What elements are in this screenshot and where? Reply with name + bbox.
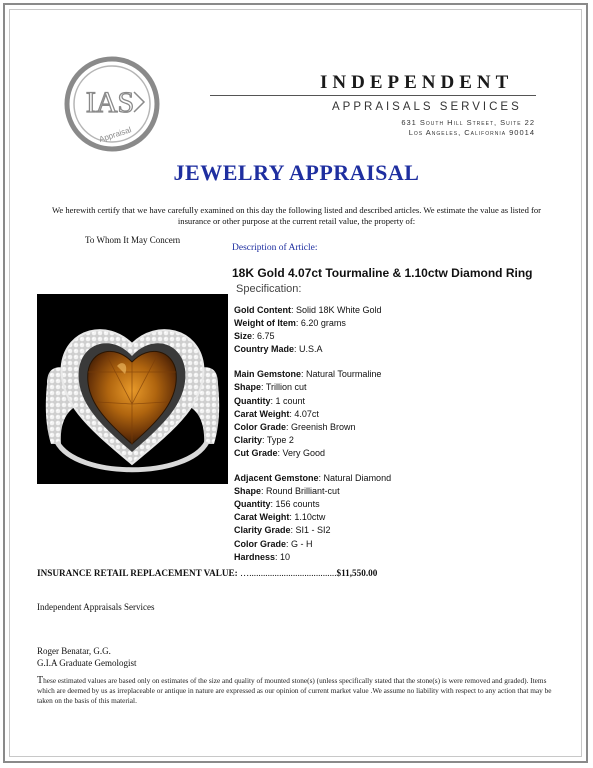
description-label: Description of Article: [232,243,318,253]
spec-row: Shape: Round Brilliant-cut [234,486,340,497]
spec-row: Gold Content: Solid 18K White Gold [234,305,382,315]
spec-value: 1.10ctw [294,512,326,523]
disclaimer [37,676,556,706]
spec-value: Greenish Brown [291,421,356,432]
document-title: JEWELRY APPRAISAL [173,160,420,185]
spec-row: Clarity: Type 2 [234,434,294,445]
logo-subtext: Appraisal [97,125,133,145]
spec-row: Clarity Grade: SI1 - SI2 [234,525,331,536]
spec-row: Quantity: 156 counts [234,499,320,510]
spec-key: Shape [234,486,262,497]
spec-row: Size: 6.75 [234,331,275,342]
spec-value: Round Brilliant-cut [266,486,340,497]
spec-key: Shape [234,382,262,393]
ring-illustration [37,294,228,484]
insurance-value-label: INSURANCE RETAIL REPLACEMENT VALUE: [37,568,238,578]
spec-value: Type 2 [266,434,294,445]
spec-value: G - H [291,538,313,549]
insurance-value-line [37,568,377,578]
spec-row: Main Gemstone: Natural Tourmaline [234,369,382,380]
spec-row: Carat Weight: 1.10ctw [234,512,326,523]
certification-text: We herewith certify that we have carefully examined on this day the following listed and described articles. We estimate the value as listed for insurance or other purpose at the current retail value, the property of: [51,205,542,226]
spec-row: Country Made: U.S.A [234,344,323,355]
spec-key: Size [234,331,253,342]
spec-value: Solid 18K White Gold [296,305,382,315]
ias-logo [64,56,160,152]
header-divider [210,95,536,96]
appraiser-name: Roger Benatar, G.G. [37,646,111,656]
insurance-value-amount: $11,550.00 [336,568,378,578]
spec-row: Carat Weight: 4.07ct [234,408,319,419]
spec-row: Quantity: 1 count [234,395,306,406]
spec-row: Color Grade: G - H [234,538,313,549]
disclaimer-initial: T [37,675,44,686]
ring-photo [37,294,228,484]
spec-row: Color Grade: Greenish Brown [234,421,356,432]
company-address-line2: Los Angeles, California 90014 [408,128,535,137]
company-address-line1: 631 South Hill Street, Suite 22 [401,118,535,127]
item-title: 18K Gold 4.07ct Tourmaline & 1.10ctw Diamond Ring [232,266,533,280]
spec-value: 1 count [275,395,306,406]
company-subtitle: APPRAISALS SERVICES [332,101,522,113]
spacer [234,356,391,368]
leader-dots: …...................................... [240,568,337,578]
company-name: INDEPENDENT [320,72,514,93]
recipient: To Whom It May Concern [85,235,181,245]
logo-text: IAS [85,86,135,119]
spec-row: Weight of Item: 6.20 grams [234,318,346,329]
appraiser-company: Independent Appraisals Services [37,602,155,612]
spec-key: Color Grade [234,538,287,549]
spacer [234,460,391,472]
spec-value: 156 counts [275,499,320,510]
spec-key: Clarity [234,434,263,445]
specification-list [234,304,391,564]
spec-value: 10 [280,551,291,562]
spec-key: Adjacent Gemstone [234,473,319,484]
spec-row: Adjacent Gemstone: Natural Diamond [234,473,392,484]
spec-value: Natural Diamond [323,473,392,484]
spec-key: Hardness [234,551,276,562]
spec-key: Clarity Grade [234,525,291,536]
spec-key: Quantity [234,499,271,510]
spec-row: Hardness: 10 [234,551,291,562]
spec-key: Gold Content [234,305,291,315]
spec-value: 6.20 grams [300,318,346,329]
spec-value: 6.75 [257,331,275,342]
spec-row: Cut Grade: Very Good [234,447,326,458]
spec-value: Natural Tourmaline [306,369,382,380]
spec-key: Quantity [234,395,271,406]
disclaimer-text: hese estimated values are based only on estimates of the size and quality of mounted stone(s) (unless specifically stated that the stone(s) is were removed and graded). Items which are deemed by us as irreplaceable or antique in nature are expressed as our opinion of current market value .We assume no liability with respect to any action that may be taken on the basis of this material. [37,676,552,705]
spec-row: Shape: Trillion cut [234,382,307,393]
spec-key: Carat Weight [234,512,290,523]
spec-key: Color Grade [234,421,287,432]
specification-label: Specification: [236,283,302,295]
appraiser-title: G.I.A Graduate Gemologist [37,658,137,668]
spec-key: Weight of Item [234,318,296,329]
spec-value: Very Good [282,447,326,458]
spec-value: Trillion cut [265,382,307,393]
spec-key: Country Made [234,344,295,355]
spec-key: Main Gemstone [234,369,302,380]
spec-key: Cut Grade [234,447,278,458]
spec-value: U.S.A [299,344,323,355]
spec-value: SI1 - SI2 [295,525,331,536]
spec-value: 4.07ct [294,408,319,419]
spec-key: Carat Weight [234,408,290,419]
